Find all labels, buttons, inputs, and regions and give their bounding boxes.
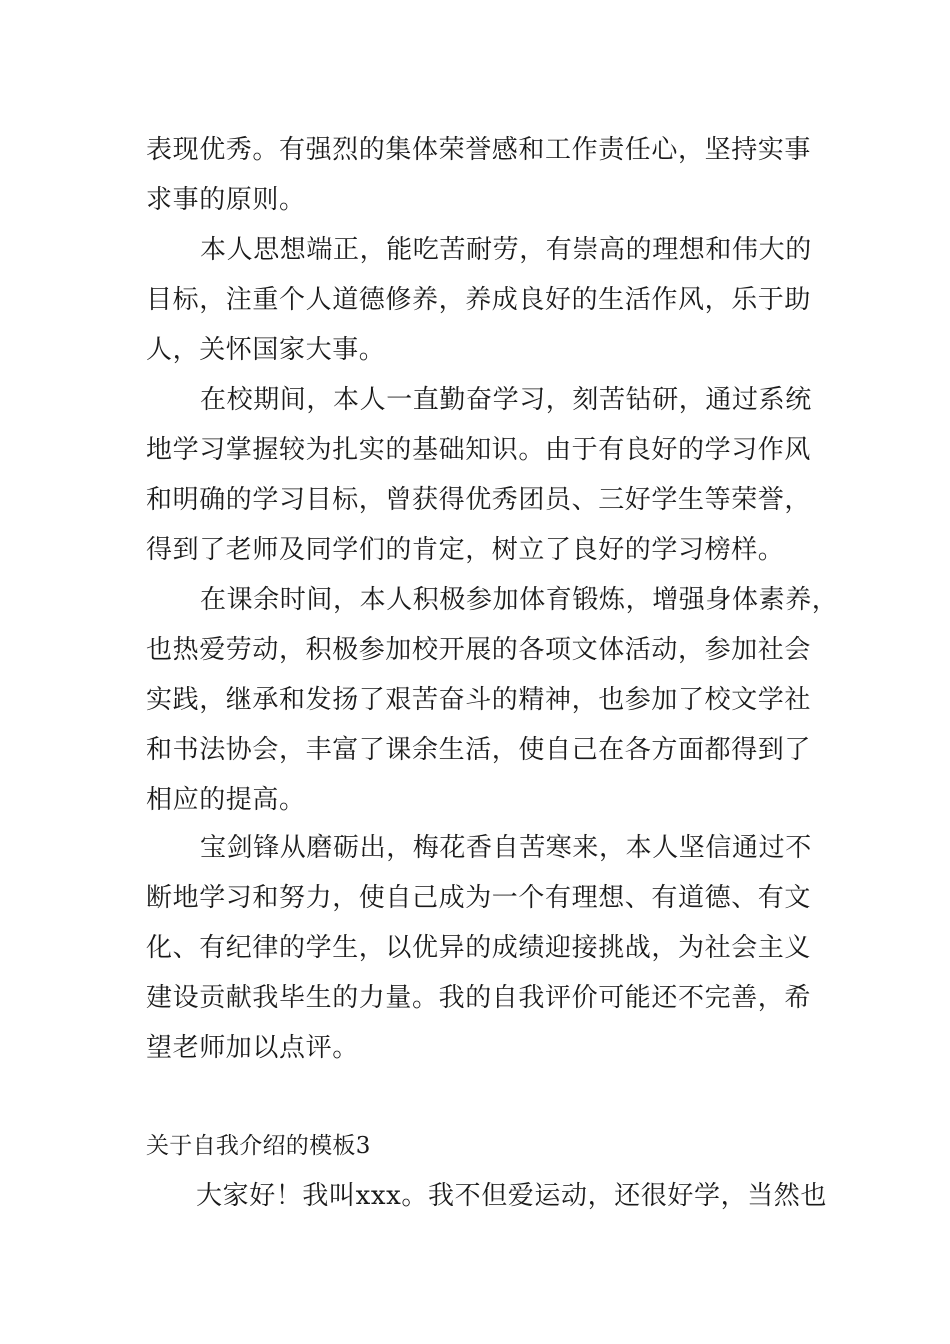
text-line: 和书法协会，丰富了课余生活，使自己在各方面都得到了 bbox=[146, 735, 812, 765]
text-line: 地学习掌握较为扎实的基础知识。由于有良好的学习作风 bbox=[146, 435, 812, 465]
text-line: 化、有纪律的学生，以优异的成绩迎接挑战，为社会主义 bbox=[146, 933, 812, 963]
text-line: 实践，继承和发扬了艰苦奋斗的精神，也参加了校文学社 bbox=[146, 685, 812, 715]
text-line: 断地学习和努力，使自己成为一个有理想、有道德、有文 bbox=[146, 883, 812, 913]
text-line: 表现优秀。有强烈的集体荣誉感和工作责任心，坚持实事 bbox=[146, 135, 812, 165]
text-line: 目标，注重个人道德修养，养成良好的生活作风，乐于助 bbox=[146, 285, 812, 315]
text-line: 相应的提高。 bbox=[146, 785, 306, 815]
text-line: 望老师加以点评。 bbox=[146, 1033, 359, 1063]
text-line: 也热爱劳动，积极参加校开展的各项文体活动，参加社会 bbox=[146, 635, 812, 665]
paragraph-start: 大家好！我叫xxx。我不但爱运动，还很好学，当然也 bbox=[196, 1181, 827, 1211]
text-line: 得到了老师及同学们的肯定，树立了良好的学习榜样。 bbox=[146, 535, 785, 565]
section-title: 关于自我介绍的模板3 bbox=[146, 1133, 371, 1159]
text-line: 求事的原则。 bbox=[146, 185, 306, 215]
paragraph-start: 在校期间，本人一直勤奋学习，刻苦钻研，通过系统 bbox=[200, 385, 812, 415]
paragraph-start: 本人思想端正，能吃苦耐劳，有崇高的理想和伟大的 bbox=[200, 235, 812, 265]
paragraph-start: 宝剑锋从磨砺出，梅花香自苦寒来，本人坚信通过不 bbox=[200, 833, 812, 863]
text-line: 建设贡献我毕生的力量。我的自我评价可能还不完善，希 bbox=[146, 983, 812, 1013]
text-line: 人，关怀国家大事。 bbox=[146, 335, 386, 365]
paragraph-start: 在课余时间，本人积极参加体育锻炼，增强身体素养， bbox=[200, 585, 839, 615]
text-line: 和明确的学习目标，曾获得优秀团员、三好学生等荣誉， bbox=[146, 485, 812, 515]
